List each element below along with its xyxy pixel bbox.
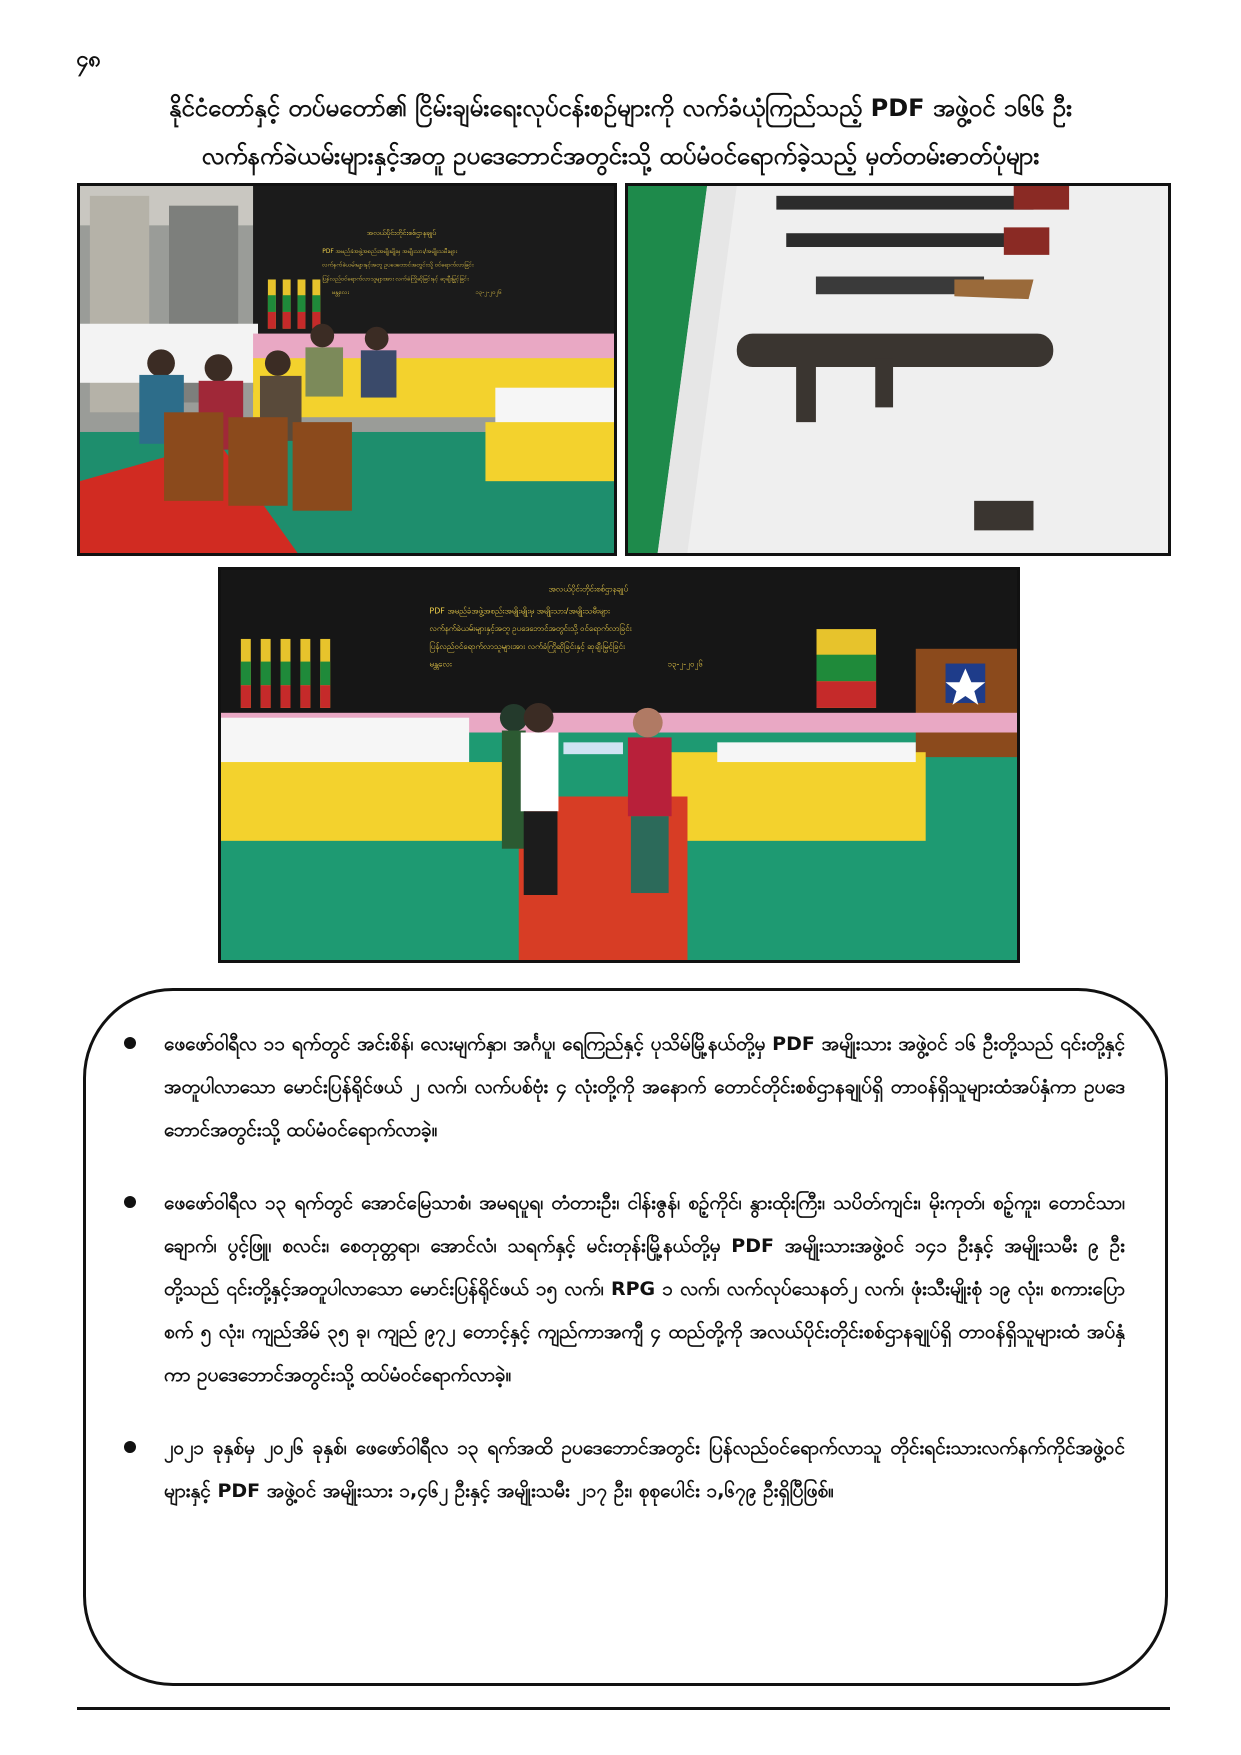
info-box [83,988,1168,1686]
bullet-text-3: ၂၀၂၁ ခုနှစ်မှ ၂၀၂၆ ခုနှစ်၊ ဖေဖော်ဝါရီလ ၁၃ ရက်အထိ ဥပဒေဘောင်အတွင်း ပြန်လည်ဝင်ရောက်လာသူ တိုင်းရင်းသားလက်နက်ကိုင်အဖွဲ့ဝင်များနှင့် PDF အဖွဲ့ဝင် အမျိုးသား ၁,၄၆၂ ဦးနှင့် အမျိုးသမီး ၂၁၇ ဦး၊ စုစုပေါင်း ၁,၆၇၉ ဦးရှိပြီဖြစ်။ [164,1437,1125,1502]
banner-line-1: PDF အမည်ခံအဖွဲ့အစည်းအမျိုးမျိုးမှ အမျိုးသား/အမျိုးသမီးများ [322,248,458,255]
banner-place: မန္တလေး [332,290,349,297]
photo-seized-weapons-image [628,186,1168,553]
bullet-dot-icon [124,1441,136,1453]
photo-ceremony-hall [77,183,617,556]
page-headline [60,84,1181,180]
bullet-dot-icon [124,1196,136,1208]
banner-date-large: ၁၃-၂-၂၀၂၆ [667,659,703,669]
photo-handover-ceremony-image [221,570,1017,960]
banner-line-3-large: ပြန်လည်ဝင်ရောက်လာသူများအား လက်ခံကြိုဆိုခြင်းနှင့် ဆုချီးမြှင့်ခြင်း [429,641,626,651]
bullet-item [124,1427,1125,1513]
headline-line-1: နိုင်ငံတော်နှင့် တပ်မတော်၏ ငြိမ်းချမ်းရေးလုပ်ငန်းစဉ်များကို လက်ခံယုံကြည်သည့် PDF အဖွဲ့ဝင် ၁၆၆ ဦး [168,94,1073,122]
photo-handover-ceremony [218,567,1020,963]
banner-date: ၁၃-၂-၂၀၂၆ [475,290,502,297]
banner-line-2-large: လက်နက်ခဲယမ်းများနှင့်အတူ ဥပဒေဘောင်အတွင်းသို့ ဝင်ရောက်လာခြင်း [429,624,632,634]
bullet-text-2: ဖေဖော်ဝါရီလ ၁၃ ရက်တွင် အောင်မြေသာစံ၊ အမရပူရ၊ တံတားဦး၊ ငါန်းဇွန်၊ စဉ့်ကိုင်၊ နွားထိုးကြီး၊ သပိတ်ကျင်း၊ မိုးကုတ်၊ စဉ့်ကူး၊ တောင်သာ၊ ချောက်၊ ပွင့်ဖြူ၊ စလင်း၊ စေတုတ္တရာ၊ အောင်လံ၊ သရက်နှင့် မင်းတုန်းမြို့နယ်တို့မှ PDF အမျိုးသားအဖွဲ့ဝင် ၁၄၁ ဦးနှင့် အမျိုးသမီး ၉ ဦးတို့သည် ၎င်းတို့နှင့်အတူပါလာသော မောင်းပြန်ရိုင်ဖယ် ၁၅ လက်၊ RPG ၁ လက်၊ လက်လုပ်သေနတ်၂ လက်၊ ဖုံးသီးမျိုးစုံ ၁၉ လုံး၊ စကားပြောစက် ၅ လုံး၊ ကျည်အိမ် ၃၅ ခု၊ ကျည် ၉၇၂ တောင့်နှင့် ကျည်ကာအကျီ ၄ ထည်တို့ကို အလယ်ပိုင်းတိုင်းစစ်ဌာနချုပ်ရှိ တာဝန်ရှိသူများထံ အပ်နှံကာ ဥပဒေဘောင်အတွင်းသို့ ထပ်မံဝင်ရောက်လာခဲ့။ [164,1192,1125,1386]
bullet-item [124,1023,1125,1152]
bullet-dot-icon [124,1037,136,1049]
photo-seized-weapons [625,183,1171,556]
banner-place-large: မန္တလေး [429,659,452,669]
photo-ceremony-hall-image [80,186,614,553]
bottom-divider [77,1707,1170,1710]
page-number: ၄၈ [76,47,101,72]
bullet-list [124,1023,1125,1543]
bullet-item [124,1182,1125,1397]
banner-heading-large: အလယ်ပိုင်းတိုင်းစစ်ဌာနချုပ် [548,584,628,594]
banner-line-2: လက်နက်ခဲယမ်းများနှင့်အတူ ဥပဒေဘောင်အတွင်းသို့ ဝင်ရောက်လာခြင်း [322,262,474,269]
bullet-text-1: ဖေဖော်ဝါရီလ ၁၁ ရက်တွင် အင်းစိန်၊ လေးမျက်နှာ၊ အင်္ဂပူ၊ ရေကြည်နှင့် ပုသိမ်မြို့နယ်တို့မှ PDF အမျိုးသား အဖွဲ့ဝင် ၁၆ ဦးတို့သည် ၎င်းတို့နှင့်အတူပါလာသော မောင်းပြန်ရိုင်ဖယ် ၂ လက်၊ လက်ပစ်ဗုံး ၄ လုံးတို့ကို အနောက် တောင်တိုင်းစစ်ဌာနချုပ်ရှိ တာဝန်ရှိသူများထံအပ်နှံကာ ဥပဒေဘောင်အတွင်းသို့ ထပ်မံဝင်ရောက်လာခဲ့။ [164,1033,1125,1141]
banner-line-3: ပြန်လည်ဝင်ရောက်လာသူများအား လက်ခံကြိုဆိုခြင်းနှင့် ဆုချီးမြှင့်ခြင်း [322,276,469,283]
banner-heading: အလယ်ပိုင်းတိုင်းစစ်ဌာနချုပ် [366,229,437,238]
headline-line-2: လက်နက်ခဲယမ်းများနှင့်အတူ ဥပဒေဘောင်အတွင်းသို့ ထပ်မံဝင်ရောက်ခဲ့သည့် မှတ်တမ်းဓာတ်ပုံများ [201,142,1040,170]
banner-line-1-large: PDF အမည်ခံအဖွဲ့အစည်းအမျိုးမျိုးမှ အမျိုးသား/အမျိုးသမီးများ [429,606,610,616]
